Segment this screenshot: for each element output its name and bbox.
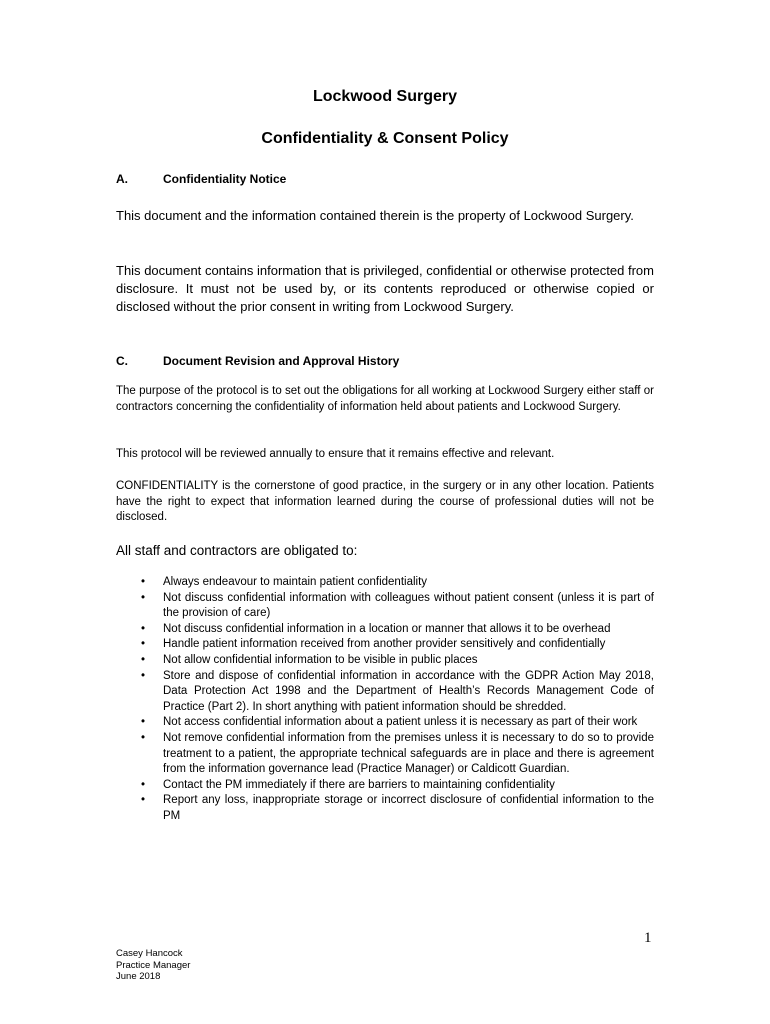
organization-title: Lockwood Surgery (312, 88, 458, 105)
footer (116, 948, 190, 983)
policy-title: Confidentiality & Consent Policy (261, 130, 509, 147)
list-item: • Report any loss, inappropriate storage or incorrect disclosure of confidential information to the PM (116, 793, 654, 824)
footer-name: Casey Hancock (116, 948, 183, 959)
page-number: 1 (644, 930, 652, 946)
list-item: • Not remove confidential information from the premises unless it is necessary to do so to provide treatment to a patient, the appropriate technical safeguards are in place and there is agreement from the information governance lead (Practice Manager) or Caldicott Guardian. (116, 731, 654, 778)
section-a-paragraph-2: This document contains information that is privileged, confidential or otherwise protected from disclosure. It must not be used by, or its contents reproduced or otherwise copied or disclosed without the prior consent in writing from Lockwood Surgery. (116, 263, 654, 314)
section-c-heading (116, 354, 399, 368)
section-c-paragraph-3: CONFIDENTIALITY is the cornerstone of good practice, in the surgery or in any other location. Patients have the right to expect that information learned during the course of professional duties will not be disclosed. (116, 480, 654, 523)
footer-date: June 2018 (116, 971, 161, 982)
list-item: • Contact the PM immediately if there are barriers to maintaining confidentiality (116, 778, 654, 794)
section-a-title: Confidentiality Notice (163, 172, 287, 186)
section-c-letter: C. (116, 354, 128, 368)
obligations-list (116, 575, 654, 825)
footer-role: Practice Manager (116, 959, 191, 971)
section-c-title: Document Revision and Approval History (163, 354, 400, 368)
list-item: • Handle patient information received from another provider sensitively and confidentially (116, 637, 654, 653)
list-item: • Always endeavour to maintain patient confidentiality (116, 575, 654, 591)
section-c-paragraph-1: The purpose of the protocol is to set out the obligations for all working at Lockwood Surgery either staff or contractors concerning the confidentiality of information held about patients and Lockwood Surgery. (116, 385, 654, 413)
section-a-paragraph-1: This document and the information contained therein is the property of Lockwood Surgery. (116, 208, 634, 223)
list-item: • Not discuss confidential information with colleagues without patient consent (unless it is part of the provision of care) (116, 591, 654, 622)
obligations-lead: All staff and contractors are obligated to: (116, 543, 358, 558)
section-c-paragraph-2: This protocol will be reviewed annually to ensure that it remains effective and relevant. (116, 448, 555, 460)
list-item: • Not allow confidential information to be visible in public places (116, 653, 654, 669)
section-a-letter: A. (116, 172, 128, 186)
section-a-heading (116, 172, 286, 186)
list-item: • Not access confidential information about a patient unless it is necessary as part of their work (116, 715, 654, 731)
list-item: • Store and dispose of confidential information in accordance with the GDPR Action May 2018, Data Protection Act 1998 and the Department of Health’s Records Management Code of Practice (Part 2). In short anything with patient information should be shredded. (116, 669, 654, 716)
list-item: • Not discuss confidential information in a location or manner that allows it to be overhead (116, 622, 654, 638)
